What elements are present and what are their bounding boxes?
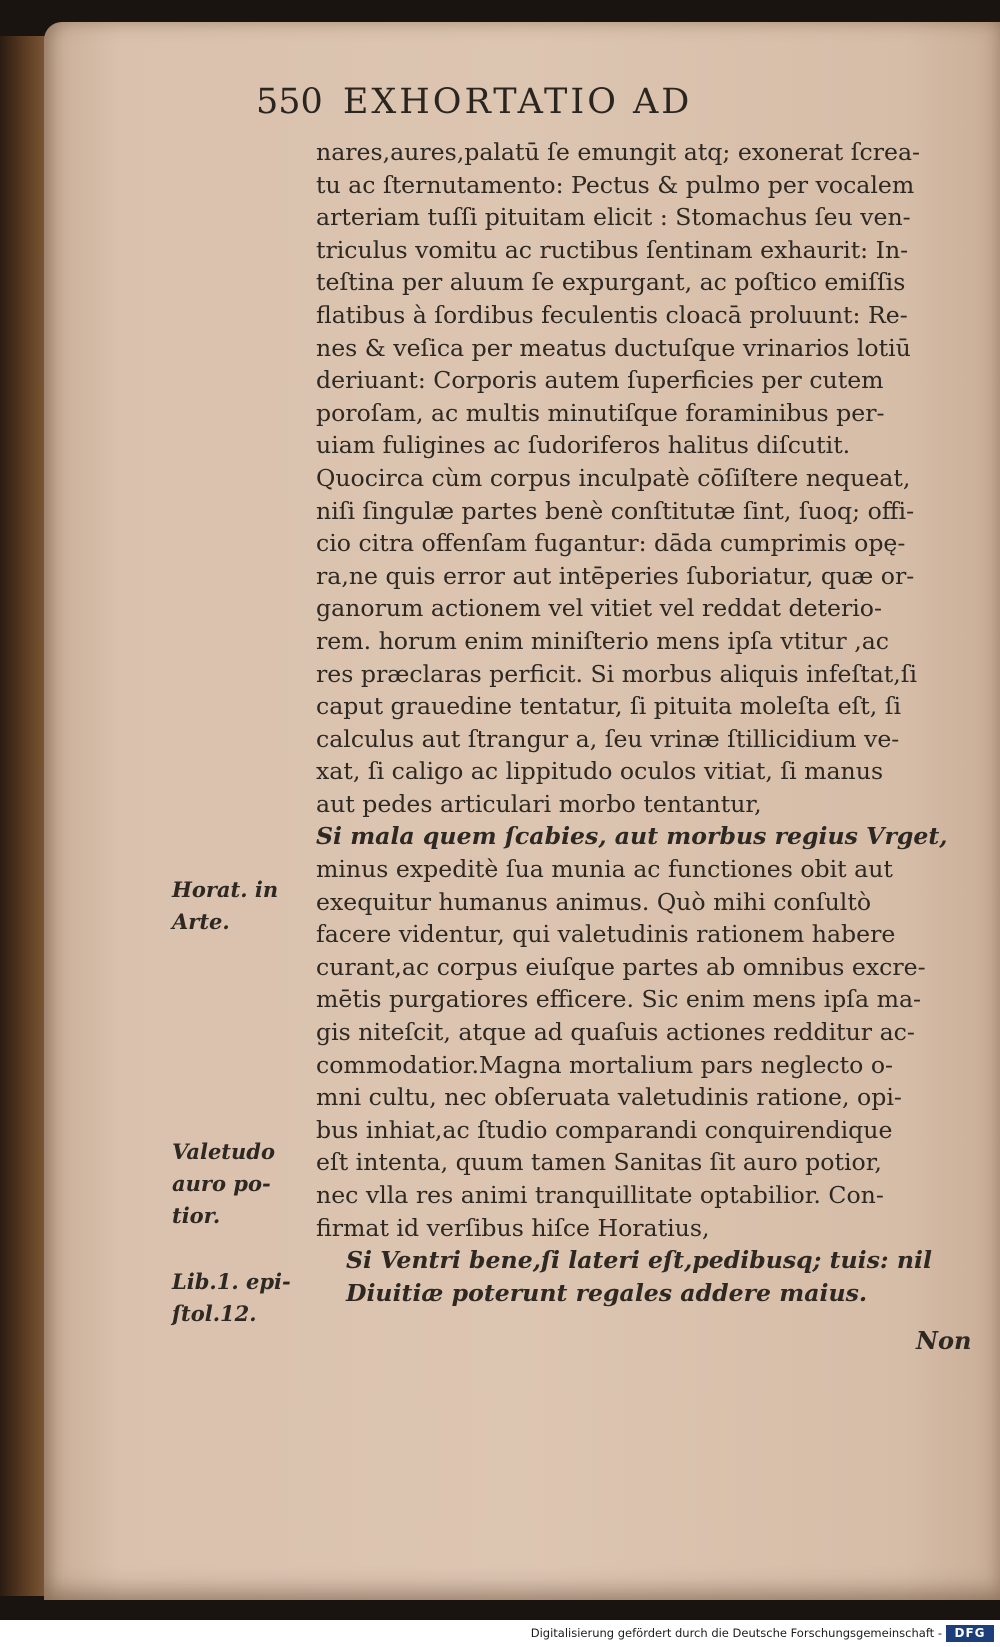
text-line: triculus vomitu ac ructibus ſentinam exhaurit: In- (316, 235, 909, 264)
text-line: Quocirca cùm corpus inculpatè cōſiſtere nequeat, (316, 463, 911, 492)
text-line: minus expeditè ſua munia ac functiones obit aut (316, 855, 893, 884)
main-text-block (316, 136, 976, 1309)
text-line: aut pedes articulari morbo tentantur, (316, 789, 762, 818)
verse-quotation-line: Diuitiæ poterunt regales addere maius. (346, 1278, 868, 1307)
text-line: curant,ac corpus eiuſque partes ab omnibus excre- (316, 952, 926, 981)
text-line: nares,aures,palatū ſe emungit atq; exonerat ſcrea- (316, 138, 921, 166)
text-line: tu ac ſternutamento: Pectus & pulmo per vocalem (316, 170, 915, 199)
text-line: gis niteſcit, atque ad quaſuis actiones redditur ac- (316, 1018, 915, 1047)
text-line: cio citra offenſam fugantur: dāda cumprimis opę- (316, 529, 906, 558)
text-line: nec vlla res animi tranquillitate optabilior. Con- (316, 1181, 884, 1209)
text-line: niſi ſingulæ partes benè conſtitutæ ſint, ſuoq; offi- (316, 496, 915, 525)
marginal-note-line: tior. (172, 1203, 221, 1228)
text-line: teſtina per aluum ſe expurgant, ac poſtico emiſſis (316, 268, 906, 297)
text-line: arteriam tuſſi pituitam elicit : Stomachus ſeu ven- (316, 203, 911, 232)
text-line: nes & veſica per meatus ductuſque vrinarios lotiū (316, 333, 911, 362)
marginal-note-horace-ars (172, 874, 302, 938)
text-line: poroſam, ac multis minutiſque foraminibus per- (316, 398, 885, 427)
marginal-note-line: Valetudo (172, 1139, 275, 1164)
marginal-note-line: Lib.1. epi- (172, 1269, 291, 1294)
marginal-note-line: auro po- (172, 1171, 271, 1196)
running-header (256, 82, 692, 122)
marginal-note-epistle-reference (172, 1266, 302, 1330)
text-line: mētis purgatiores efficere. Sic enim mens ipſa ma- (316, 985, 921, 1014)
text-line: exequitur humanus animus. Quò mihi conſultò (316, 887, 872, 916)
marginal-note-line: Horat. in (172, 877, 279, 902)
text-line: uiam fuligines ac ſudoriferos halitus diſcutit. (316, 431, 851, 460)
running-title: EXHORTATIO AD (342, 82, 693, 122)
marginal-note-line: ſtol.12. (172, 1301, 257, 1326)
text-line: ra,ne quis error aut intēperies ſuboriatur, quæ or- (316, 561, 915, 590)
text-line: res præclaras perficit. Si morbus aliquis infeſtat,ſi (316, 659, 918, 688)
text-line: eſt intenta, quum tamen Sanitas ſit auro potior, (316, 1148, 882, 1177)
text-line: deriuant: Corporis autem ſuperficies per cutem (316, 366, 884, 395)
text-line: commodatior.Magna mortalium pars neglecto o- (316, 1050, 894, 1079)
text-line: mni cultu, nec obſeruata valetudinis ratione, opi- (316, 1083, 902, 1112)
dfg-logo[interactable]: DFG (946, 1625, 994, 1642)
text-line: firmat id verſibus hiſce Horatius, (316, 1213, 710, 1242)
marginal-note-line: Arte. (172, 909, 230, 934)
funding-note: Digitalisierung gefördert durch die Deutsche Forschungsgemeinschaft - (530, 1626, 942, 1640)
text-line: flatibus à ſordibus feculentis cloacā proluunt: Re- (316, 300, 908, 329)
page-number: 550 (256, 82, 323, 122)
text-line: xat, ſi caligo ac lippitudo oculos vitiat, ſi manus (316, 757, 884, 786)
text-line: calculus aut ſtrangur a, ſeu vrinæ ſtillicidium ve- (316, 724, 900, 753)
catchword: Non (916, 1326, 972, 1355)
text-line: bus inhiat,ac ſtudio comparandi conquirendique (316, 1115, 893, 1144)
digitization-footer (0, 1620, 1000, 1647)
marginal-note-valetudo (172, 1136, 302, 1232)
verse-quotation-line: Si Ventri bene,ſi lateri eſt,pedibusq; tuis: nil (346, 1246, 932, 1275)
text-line: rem. horum enim miniſterio mens ipſa vtitur ,ac (316, 626, 889, 655)
text-line: caput grauedine tentatur, ſi pituita moleſta eſt, ſi (316, 692, 902, 721)
verse-quotation-line: Si mala quem ſcabies, aut morbus regius Vrget, (316, 822, 948, 851)
text-line: facere videntur, qui valetudinis rationem habere (316, 920, 896, 949)
text-line: ganorum actionem vel vitiet vel reddat deterio- (316, 594, 882, 623)
